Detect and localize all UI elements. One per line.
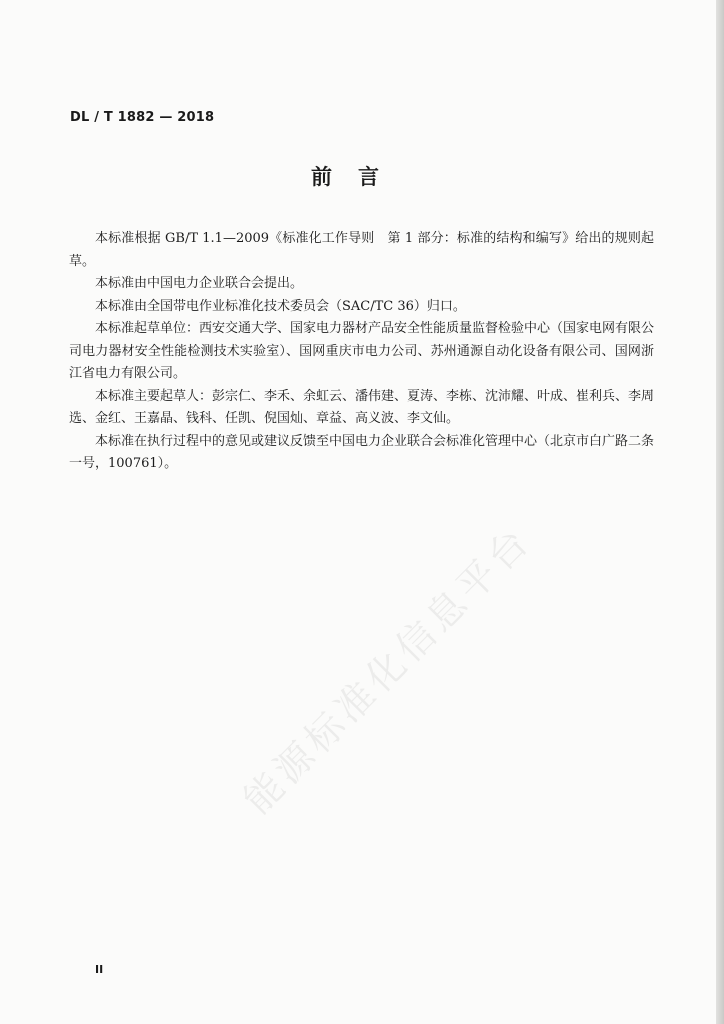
standard-number: DL / T 1882 — 2018 (70, 110, 215, 125)
paragraph-feedback: 本标准在执行过程中的意见或建议反馈至中国电力企业联合会标准化管理中心（北京市白广路二条一号，100761）。 (69, 433, 655, 471)
paragraph-technical-committee: 本标准由全国带电作业标准化技术委员会（SAC/TC 36）归口。 (95, 298, 466, 314)
page-title: 前言 (311, 165, 405, 189)
watermark: 能源标准化信息平台 (235, 517, 540, 823)
scan-edge-shadow (716, 0, 724, 1024)
paragraph-drafters: 本标准主要起草人：彭宗仁、李禾、余虹云、潘伟建、夏涛、李栋、沈沛耀、叶成、崔利兵、李周选、金红、王嘉晶、钱科、任凯、倪国灿、章益、高义波、李文仙。 (69, 388, 655, 426)
paragraph-drafting-units: 本标准起草单位：西安交通大学、国家电力器材产品安全性能质量监督检验中心（国家电网有限公司电力器材安全性能检测技术实验室）、国网重庆市电力公司、苏州通源自动化设备有限公司、国网浙江省电力有限公司。 (69, 321, 655, 381)
paragraph-proposer: 本标准由中国电力企业联合会提出。 (95, 276, 304, 291)
page-number: II (95, 963, 104, 976)
foreword-body (69, 228, 654, 476)
paragraph-drafting-rules: 本标准根据 GB/T 1.1—2009《标准化工作导则 第 1 部分：标准的结构和编写》给出的规则起草。 (69, 231, 654, 269)
